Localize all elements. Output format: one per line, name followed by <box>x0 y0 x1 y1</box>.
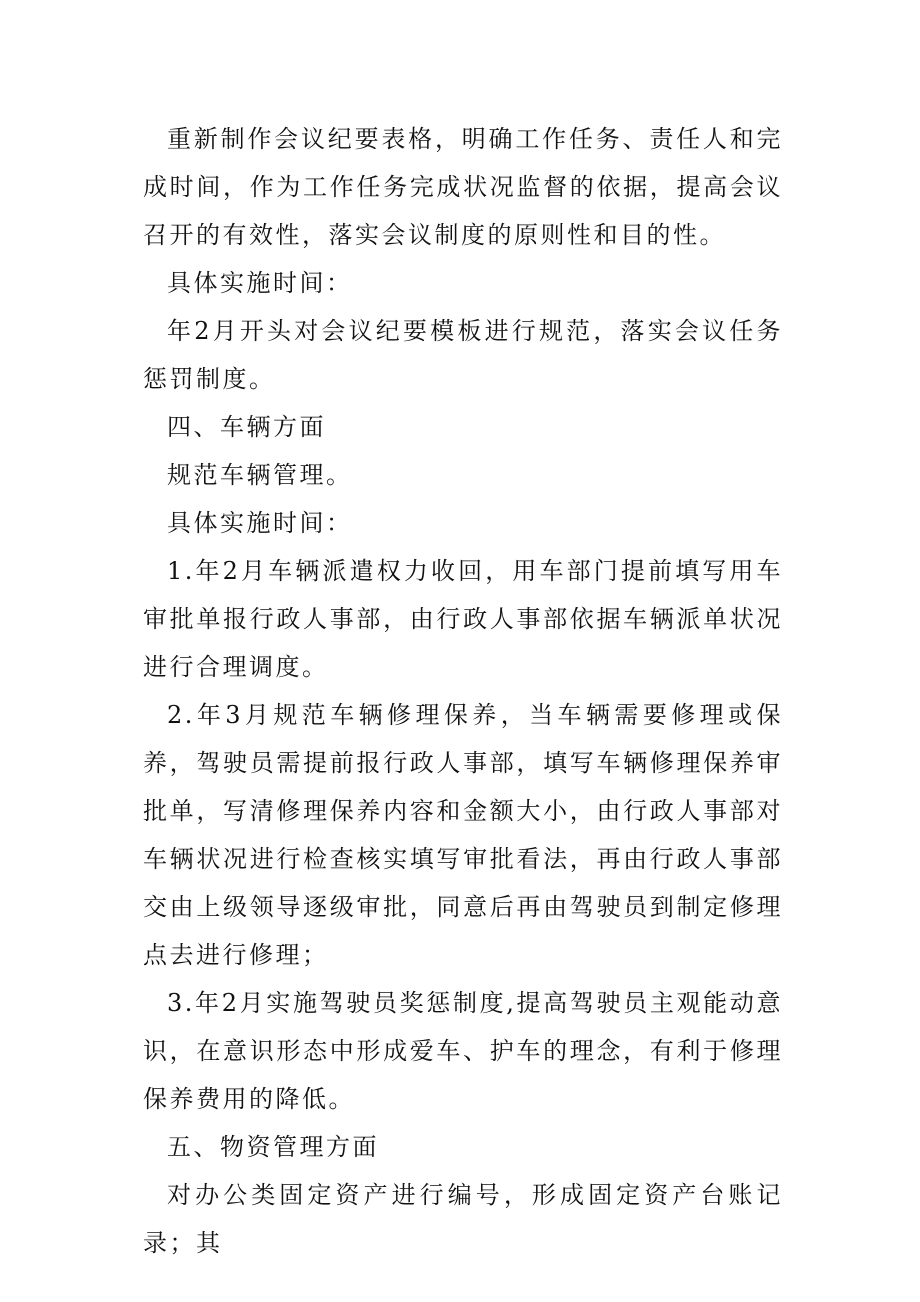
paragraph-fixed-assets: 对办公类固定资产进行编号，形成固定资产台账记录；其 <box>143 1181 783 1257</box>
paragraph-implementation-time-label: 具体实施时间： <box>167 269 353 297</box>
paragraph-meeting-minutes: 重新制作会议纪要表格，明确工作任务、责任人和完成时间，作为工作任务完成状况监督的依据，提高会议召开的有效性，落实会议制度的原则性和目的性。 <box>143 125 783 249</box>
paragraph-vehicle-management: 规范车辆管理。 <box>167 461 353 489</box>
list-item-vehicle-maintenance: 2.年3月规范车辆修理保养，当车辆需要修理或保养，驾驶员需提前报行政人事部，填写车辆修理保养审批单，写清修理保养内容和金额大小，由行政人事部对车辆状况进行检查核实填写审批看法，再由行政人事部交由上级领导逐级审批，同意后再由驾驶员到制定修理点去进行修理； <box>143 701 783 969</box>
section-heading-vehicles: 四、车辆方面 <box>167 413 326 441</box>
document-body <box>143 115 783 1267</box>
list-item-driver-incentives: 3.年2月实施驾驶员奖惩制度,提高驾驶员主观能动意识，在意识形态中形成爱车、护车的理念，有利于修理保养费用的降低。 <box>143 989 783 1113</box>
paragraph-meeting-template: 年2月开头对会议纪要模板进行规范，落实会议任务惩罚制度。 <box>143 317 783 393</box>
paragraph-implementation-time-label: 具体实施时间： <box>167 509 353 537</box>
section-heading-materials: 五、物资管理方面 <box>167 1133 379 1161</box>
list-item-vehicle-dispatch: 1.年2月车辆派遣权力收回，用车部门提前填写用车审批单报行政人事部，由行政人事部依据车辆派单状况进行合理调度。 <box>143 557 783 681</box>
